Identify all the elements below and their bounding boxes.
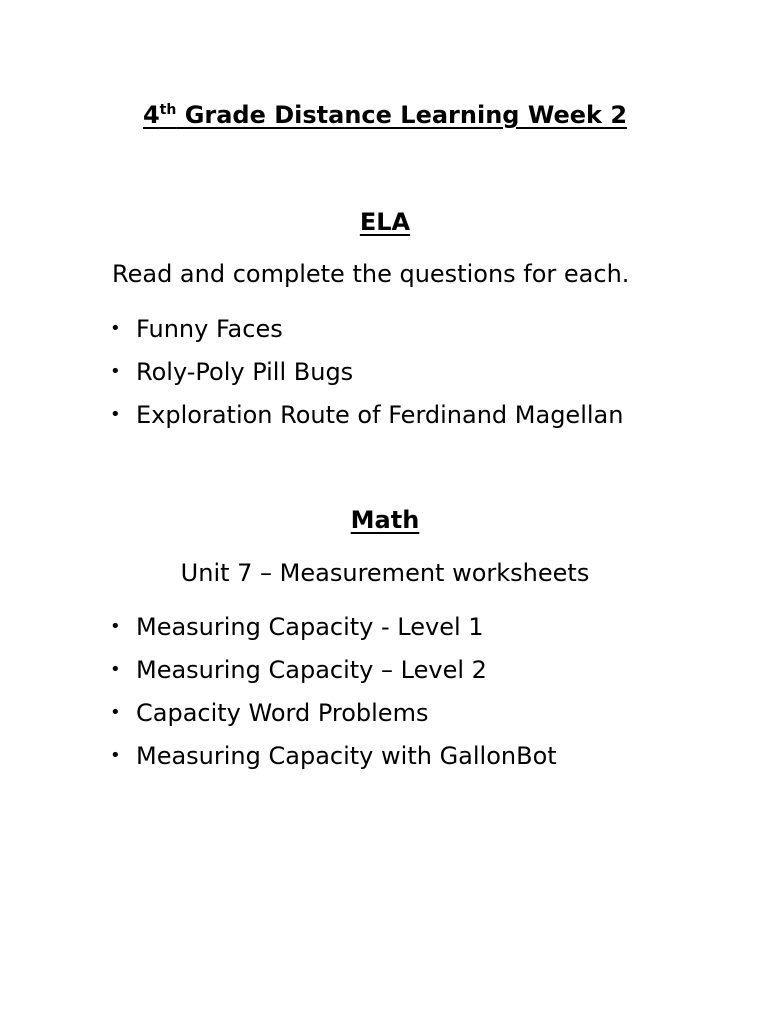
title-grade-number: 4 [142, 101, 160, 129]
bullet-icon: • [110, 659, 121, 680]
math-heading [0, 503, 770, 537]
math-heading-text: Math [350, 506, 420, 534]
bullet-icon: • [110, 702, 121, 723]
list-item-label: Measuring Capacity - Level 1 [136, 612, 484, 641]
list-item [110, 393, 623, 436]
list-item-label: Capacity Word Problems [136, 698, 429, 727]
ela-list [110, 307, 623, 436]
list-item-label: Funny Faces [136, 314, 283, 343]
title-rest: Grade Distance Learning Week 2 [176, 101, 628, 129]
bullet-icon: • [110, 616, 121, 637]
list-item-label: Measuring Capacity with GallonBot [136, 741, 557, 770]
page-title [0, 98, 770, 132]
list-item [110, 605, 557, 648]
list-item [110, 734, 557, 777]
list-item-label: Roly-Poly Pill Bugs [136, 357, 354, 386]
list-item-label: Measuring Capacity – Level 2 [136, 655, 487, 684]
title-superscript: th [159, 102, 177, 118]
bullet-icon: • [110, 745, 121, 766]
bullet-icon: • [110, 361, 121, 382]
math-list [110, 605, 557, 777]
page-title-text [143, 101, 627, 129]
list-item [110, 350, 623, 393]
ela-heading-text: ELA [359, 208, 411, 236]
list-item [110, 691, 557, 734]
list-item-label: Exploration Route of Ferdinand Magellan [136, 400, 624, 429]
list-item [110, 648, 557, 691]
bullet-icon: • [110, 318, 121, 339]
math-unit-line: Unit 7 – Measurement worksheets [180, 559, 590, 587]
list-item [110, 307, 623, 350]
bullet-icon: • [110, 404, 121, 425]
ela-heading [0, 205, 770, 239]
ela-instruction: Read and complete the questions for each. [112, 260, 630, 288]
